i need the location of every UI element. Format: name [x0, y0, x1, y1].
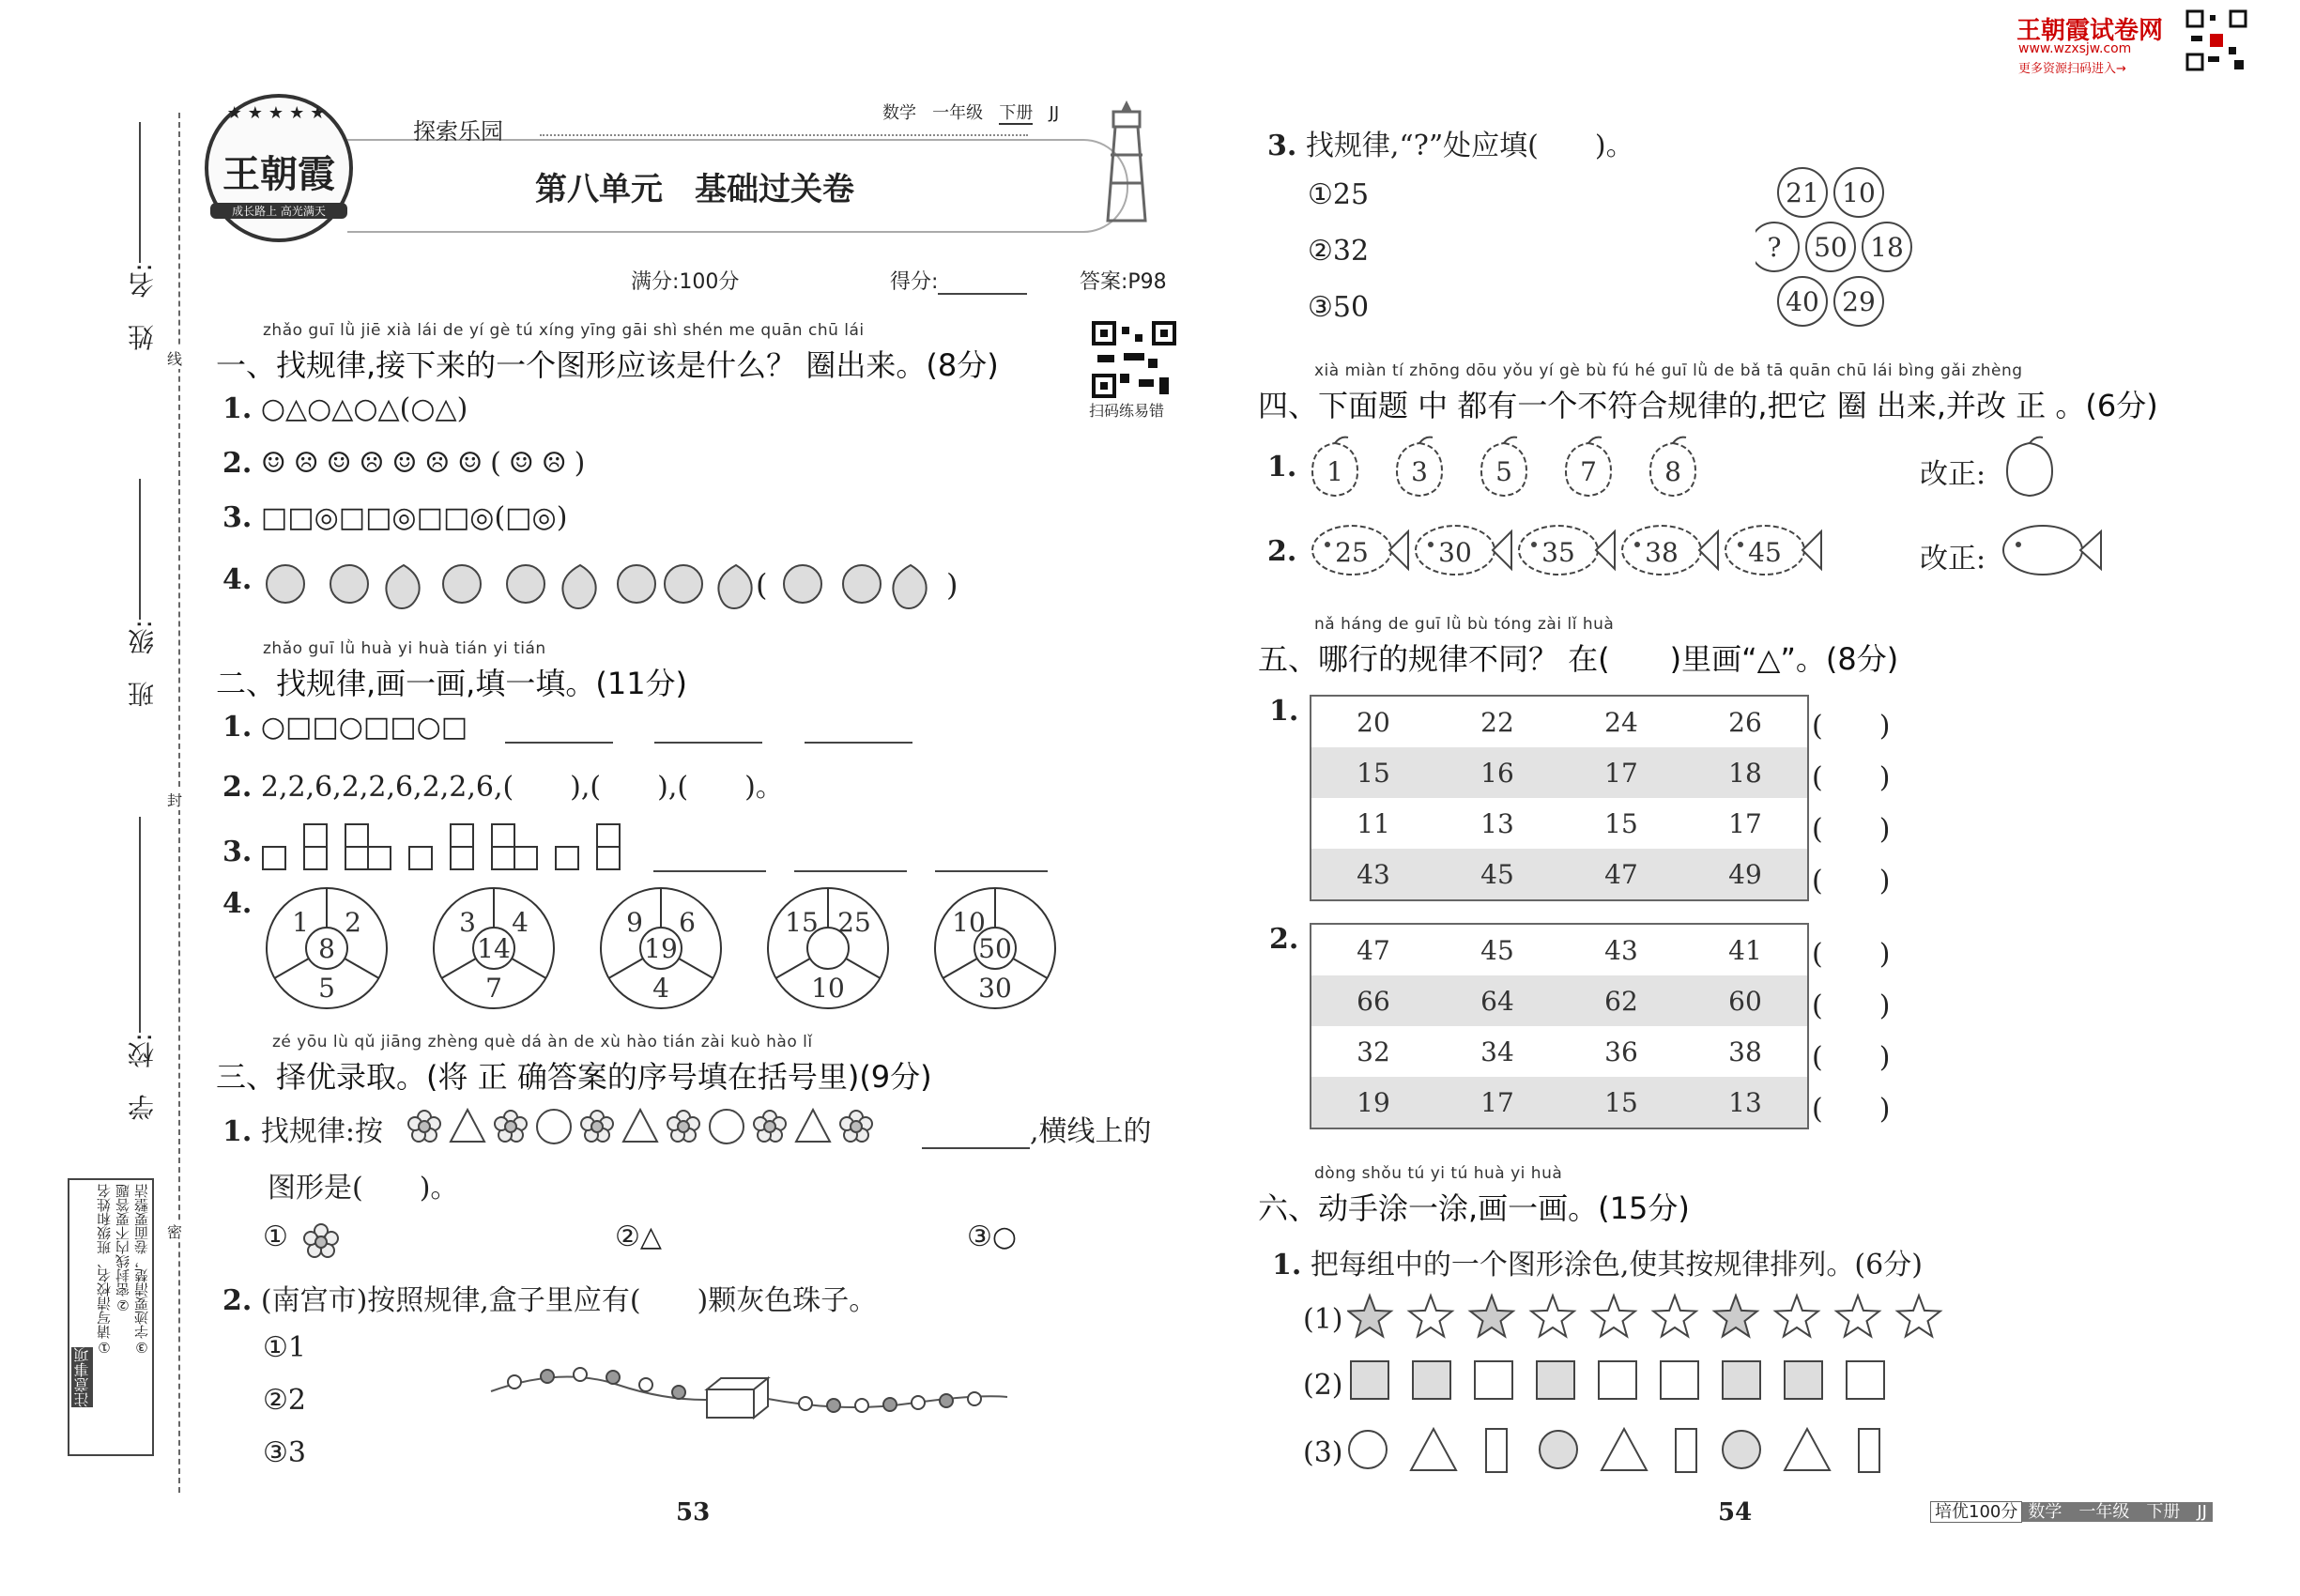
notice-1: ①请写清校名、班级和姓名 [96, 1184, 113, 1356]
wheel-top-left: 9 [626, 907, 643, 938]
fish-value: 35 [1541, 537, 1575, 568]
s3-q2: 2. (南宫市)按照规律,盒子里应有( )颗灰色珠子。 [222, 1284, 878, 1317]
site-url: www.wzxsjw.com [2018, 41, 2132, 56]
score-field [890, 266, 1027, 295]
s6-q1-text: 把每组中的一个图形涂色,使其按规律排列。(6分) [1310, 1249, 1923, 1281]
s2-q1-blank-1[interactable] [505, 741, 613, 744]
answer-paren[interactable]: ( ) [1812, 865, 1891, 898]
table-cell: 43 [1604, 934, 1638, 966]
seal-mark-2: 封 [167, 789, 182, 810]
score-blank[interactable] [938, 292, 1027, 295]
table-cell: 11 [1357, 807, 1390, 839]
table-cell: 13 [1480, 807, 1514, 839]
s3-q1-pattern [406, 1104, 912, 1149]
s1-q4-fruits[interactable] [263, 556, 976, 612]
table-cell: 43 [1311, 849, 1435, 900]
flower-center-value: 50 [1814, 232, 1848, 263]
flower-icon [840, 1111, 872, 1142]
meta-info [882, 100, 1059, 124]
s5-q1: 1. [1269, 695, 1299, 728]
s6-row3-label: (3) [1303, 1436, 1343, 1469]
table-row [1311, 849, 1808, 900]
fish-item[interactable] [1416, 526, 1511, 575]
number-wheel [434, 888, 554, 1008]
star-icon[interactable] [1714, 1296, 1757, 1336]
notice-3: ③字迹要清楚，卷面要整洁 [133, 1184, 150, 1356]
s3-title: 三、择优录取。(将 正 确答案的序号填在括号里)(9分) [216, 1059, 932, 1095]
s1-q3: 3. □□◎□□◎□□◎(□◎) [222, 501, 568, 534]
score-label: 得分: [890, 270, 939, 294]
school-line [139, 817, 141, 1033]
brand-logo: ★★★★★ 王朝霞 成长路上 高光满天 [205, 94, 353, 242]
wheel-top-right: 4 [512, 907, 529, 938]
table-row [1311, 1077, 1808, 1128]
table-cell: 45 [1435, 849, 1559, 900]
s2-q1-blank-2[interactable] [654, 741, 762, 744]
square-icon[interactable] [1599, 1361, 1636, 1399]
svg-text:): ) [946, 567, 958, 603]
site-tip: 更多资源扫码进入→ [2018, 62, 2126, 76]
table-cell: 17 [1728, 807, 1762, 839]
peach-item[interactable] [1397, 437, 1442, 496]
s6-q1: 1. 把每组中的一个图形涂色,使其按规律排列。(6分) [1272, 1249, 1923, 1281]
peach-item[interactable] [1566, 437, 1611, 496]
s4-q2-fix: 改正: [1920, 543, 1986, 575]
table-row [1311, 798, 1808, 849]
s2-q4: 4. [222, 887, 253, 920]
fish-value: 38 [1645, 537, 1679, 568]
circle-icon [537, 1110, 571, 1143]
wheel-top-right: 2 [345, 907, 361, 938]
s3-q3-opt-3[interactable]: ③50 [1308, 291, 1370, 324]
peach-value: 5 [1495, 456, 1512, 487]
flower-icon [581, 1111, 613, 1142]
table-cell: 60 [1683, 975, 1808, 1026]
s5-table-2 [1310, 923, 1809, 1129]
s3-q1-text-a: 找规律:按 [260, 1115, 383, 1148]
notice-title: 注意事项 [73, 1347, 91, 1407]
s4-q1: 1. [1267, 451, 1297, 483]
peach-value: 8 [1664, 456, 1681, 487]
square-icon[interactable] [1413, 1361, 1450, 1399]
edition: JJ [1049, 103, 1060, 123]
s3-q1-opt-1-label: ① [263, 1220, 288, 1253]
table-cell: 15 [1311, 747, 1435, 798]
star-icon[interactable] [1409, 1296, 1452, 1336]
table-cell: 15 [1604, 807, 1638, 839]
table-cell: 19 [1311, 1077, 1435, 1128]
flower-icon [754, 1111, 786, 1142]
s3-q3-opt-2[interactable]: ②32 [1308, 235, 1370, 268]
notice-box [68, 1178, 154, 1456]
s1-q4: 4. [222, 563, 253, 596]
table-cell: 20 [1357, 706, 1390, 738]
number-wheel [935, 888, 1055, 1008]
flower-petal-value: 21 [1786, 177, 1819, 208]
answer-ref: 答案:P98 [1080, 270, 1167, 294]
s1-q3-text[interactable]: □□◎□□◎□□◎(□◎) [260, 501, 568, 534]
series-name: 培优100分 [1930, 1501, 2022, 1523]
s6-row3-shapes[interactable] [1347, 1420, 1892, 1476]
seal-mark-3: 密 [167, 1220, 182, 1242]
s1-title: 一、找规律,接下来的一个图形应该是什么？ 圈出来。(8分) [216, 347, 999, 383]
s2-q4-wheels [261, 882, 1068, 1014]
circle-icon [710, 1110, 744, 1143]
answer-paren[interactable]: ( ) [1812, 990, 1891, 1022]
fish-value: 25 [1335, 537, 1369, 568]
s3-q3-text[interactable]: 找规律,“?”处应填( )。 [1305, 130, 1634, 162]
s2-q2-text[interactable]: 2,2,6,2,2,6,2,2,6,( ),( ),( )。 [260, 771, 784, 804]
wheel-top-left: 1 [292, 907, 309, 938]
full-score: 满分:100分 [631, 270, 740, 294]
peach-value: 3 [1411, 456, 1428, 487]
qr-caption: 扫码练易错 [1089, 402, 1165, 420]
class-label: 班 级: [127, 620, 158, 708]
table-row [1311, 1026, 1808, 1077]
table-cell: 17 [1435, 1077, 1559, 1128]
s3-q2-opt-1[interactable]: ①1 [263, 1331, 306, 1364]
square-icon[interactable] [1785, 1361, 1822, 1399]
svg-text:(: ( [756, 567, 768, 603]
answer-paren[interactable]: ( ) [1812, 710, 1891, 743]
s1-q2-faces[interactable]: ☺☹☺☹☺☹☺(☺☹) [260, 447, 593, 480]
flower-icon [302, 1222, 340, 1260]
table-cell: 64 [1435, 975, 1559, 1026]
flower-icon [667, 1111, 699, 1142]
table-row [1311, 924, 1808, 975]
wheel-center: 50 [978, 933, 1012, 964]
lighthouse-icon [1080, 99, 1173, 230]
square-icon[interactable] [1351, 1361, 1388, 1399]
square-icon[interactable] [1475, 1361, 1512, 1399]
star-icon[interactable] [1897, 1296, 1940, 1336]
table-cell: 36 [1604, 1036, 1638, 1067]
s3-q1-blank[interactable] [922, 1146, 1030, 1149]
volume: 下册 [999, 103, 1034, 123]
s3-q1-opt-1[interactable] [263, 1220, 288, 1253]
table-row [1311, 696, 1808, 747]
page-number-right: 54 [1718, 1498, 1753, 1527]
peach-answer-icon[interactable] [2000, 434, 2060, 501]
peach-item[interactable] [1312, 437, 1357, 496]
s4-pinyin: xià miàn tí zhōng dōu yǒu yí gè bù fú hé guī lǜ de bǎ tā quān chū lái bìng gǎi zhèng [1314, 361, 2023, 380]
fish-value: 45 [1748, 537, 1782, 568]
square-icon[interactable] [1723, 1361, 1760, 1399]
flower-icon [495, 1111, 527, 1142]
peach-value: 1 [1326, 456, 1343, 487]
s4-q1-peaches[interactable] [1305, 434, 1737, 501]
fish-item[interactable] [1519, 526, 1615, 575]
wheel-top-left: 3 [459, 907, 476, 938]
s3-q3-opt-1[interactable]: ①25 [1308, 178, 1370, 211]
s6-row1-stars[interactable] [1347, 1290, 1967, 1346]
s3-q1-text-c[interactable]: 图形是( )。 [268, 1172, 459, 1205]
wheel-bottom: 7 [485, 973, 502, 1004]
s1-q1-text[interactable]: ○△○△○△(○△) [260, 392, 468, 425]
wheel-center: 19 [644, 933, 678, 964]
wheel-bottom: 5 [318, 973, 335, 1004]
brand-name: 王朝霞 [222, 152, 335, 196]
star-icon[interactable] [1653, 1296, 1696, 1336]
answer-paren[interactable]: ( ) [1812, 1093, 1891, 1126]
star-icon[interactable] [1348, 1296, 1391, 1336]
fish-item[interactable] [1725, 526, 1821, 575]
table-cell: 13 [1683, 1077, 1808, 1128]
s3-q1-text-b: ,横线上的 [1030, 1115, 1152, 1148]
wheel-top-left: 10 [952, 907, 986, 938]
table-cell: 38 [1728, 1036, 1762, 1067]
table-cell: 32 [1357, 1036, 1390, 1067]
wheel-center: 14 [477, 933, 511, 964]
seal-mark-1: 线 [167, 347, 182, 369]
triangle-icon [796, 1110, 830, 1142]
answer-paren[interactable]: ( ) [1812, 813, 1891, 846]
fish-item[interactable] [1622, 526, 1718, 575]
wheel-top-left: 15 [785, 907, 819, 938]
class-line [139, 479, 141, 620]
flower-petal-value: 40 [1786, 286, 1819, 317]
series-info: 数学 一年级 下册 JJ [2022, 1502, 2213, 1522]
s2-q1-blank-3[interactable] [805, 741, 912, 744]
s2-q1: 1. ○□□○□□○□ [222, 711, 912, 744]
name-label: 姓 名: [127, 263, 158, 351]
s5-table-1 [1310, 695, 1809, 901]
s3-q1-opt-2[interactable]: ②△ [615, 1220, 662, 1253]
s5-pinyin: nǎ háng de guī lǜ bù tóng zài lǐ huà [1314, 615, 1615, 634]
table-row [1311, 975, 1808, 1026]
star-icon[interactable] [1531, 1296, 1574, 1336]
wheel-center: 8 [318, 933, 335, 964]
table-cell: 62 [1559, 975, 1683, 1026]
s6-title: 六、动手涂一涂,画一画。(15分) [1258, 1190, 1690, 1226]
s3-q1-tail [922, 1108, 1152, 1149]
star-icon[interactable] [1775, 1296, 1818, 1336]
s1-q2: 2. ☺☹☺☹☺☹☺(☺☹) [222, 447, 593, 480]
site-qr-icon[interactable] [2185, 9, 2247, 71]
wheel-top-right: 6 [679, 907, 696, 938]
star-icon[interactable] [1592, 1296, 1635, 1336]
school-label: 学 校: [127, 1033, 158, 1121]
table-cell: 47 [1559, 849, 1683, 900]
table-row [1311, 747, 1808, 798]
s6-row2-label: (2) [1303, 1369, 1343, 1402]
table-cell: 18 [1683, 747, 1808, 798]
s2-q3-blocks [259, 817, 1048, 873]
grade: 一年级 [932, 103, 984, 123]
s4-title: 四、下面题 中 都有一个不符合规律的,把它 圈 出来,并改 正 。(6分) [1258, 388, 2158, 423]
triangle-icon [623, 1110, 657, 1142]
s6-row1-label: (1) [1303, 1303, 1343, 1336]
table-cell: 34 [1480, 1036, 1514, 1067]
table-cell: 26 [1728, 706, 1762, 738]
site-logo: 王朝霞试卷网 [2016, 17, 2164, 45]
s6-row2-squares[interactable] [1347, 1358, 1910, 1404]
table-cell: 45 [1480, 934, 1514, 966]
table-cell: 15 [1559, 1077, 1683, 1128]
table-cell: 41 [1728, 934, 1762, 966]
table-cell: 66 [1311, 975, 1435, 1026]
s3-q2-opt-3[interactable]: ③3 [263, 1436, 306, 1469]
brand-sub: 成长路上 高光满天 [210, 203, 347, 219]
fish-value: 30 [1438, 537, 1472, 568]
table-cell: 24 [1604, 706, 1638, 738]
bead-string [486, 1361, 1012, 1427]
peach-item[interactable] [1650, 437, 1695, 496]
s2-q2: 2. 2,2,6,2,2,6,2,2,6,( ),( ),( )。 [222, 771, 784, 804]
answer-paren[interactable]: ( ) [1812, 1041, 1891, 1074]
peach-value: 7 [1580, 456, 1597, 487]
s4-q2-fish[interactable] [1305, 514, 1831, 586]
s4-q1-fix: 改正: [1920, 458, 1986, 491]
flower-petal-value: 10 [1842, 177, 1876, 208]
flower-petal-value: 18 [1870, 232, 1904, 263]
s2-title: 二、找规律,画一画,填一填。(11分) [216, 666, 688, 701]
s2-pinyin: zhǎo guī lǜ huà yi huà tián yi tián [263, 639, 546, 658]
triangle-icon [451, 1110, 484, 1142]
s2-q3: 3. [222, 836, 253, 868]
qr-code-icon[interactable] [1092, 321, 1176, 398]
square-icon[interactable] [1661, 1361, 1698, 1399]
name-line [139, 122, 141, 263]
square-icon[interactable] [1847, 1361, 1884, 1399]
fish-answer-icon[interactable] [2000, 516, 2103, 584]
flower-petal-value: 29 [1842, 286, 1876, 317]
number-wheel [601, 888, 721, 1008]
peach-item[interactable] [1481, 437, 1526, 496]
fish-item[interactable] [1312, 526, 1408, 575]
series-footer [1930, 1498, 2213, 1523]
s6-pinyin: dòng shǒu tú yi tú huà yi huà [1314, 1164, 1563, 1183]
table-cell: 47 [1357, 934, 1390, 966]
page-number-left: 53 [676, 1498, 711, 1527]
table-cell: 49 [1683, 849, 1808, 900]
wheel-bottom: 30 [978, 973, 1012, 1004]
s3-q2-text[interactable]: (南宫市)按照规律,盒子里应有( )颗灰色珠子。 [260, 1284, 878, 1317]
s3-q1-opt-3[interactable]: ③○ [967, 1220, 1018, 1253]
s3-pinyin: zé yōu lù qǔ jiāng zhèng què dá àn de xù hào tián zài kuò hào lǐ [272, 1033, 813, 1051]
flower-petal-value: ? [1767, 232, 1782, 263]
wheel-bottom: 10 [811, 973, 845, 1004]
table-cell: 22 [1480, 706, 1514, 738]
s5-title: 五、哪行的规律不同？ 在( )里画“△”。(8分) [1258, 641, 1899, 677]
number-flower [1756, 164, 1924, 333]
number-wheel [267, 888, 387, 1008]
star-icon[interactable] [1836, 1296, 1879, 1336]
s3-q3: 3. 找规律,“?”处应填( )。 [1267, 130, 1634, 162]
s5-q2: 2. [1269, 923, 1299, 956]
s3-q1: 1. 找规律:按 [222, 1115, 383, 1148]
star-icon[interactable] [1470, 1296, 1513, 1336]
s4-q2: 2. [1267, 535, 1297, 568]
answer-paren[interactable]: ( ) [1812, 761, 1891, 794]
page-title: 第八单元 基础过关卷 [535, 171, 854, 208]
square-icon[interactable] [1537, 1361, 1574, 1399]
s3-q2-opt-2[interactable]: ②2 [263, 1384, 306, 1417]
subject: 数学 [882, 103, 916, 123]
wheel-top-right: 25 [837, 907, 871, 938]
flower-icon [408, 1111, 440, 1142]
table-cell: 17 [1559, 747, 1683, 798]
notice-2: ②密封线内不要答题 [115, 1184, 131, 1313]
answer-paren[interactable]: ( ) [1812, 938, 1891, 971]
table-cell: 16 [1435, 747, 1559, 798]
number-wheel [768, 888, 888, 1008]
wheel-bottom: 4 [652, 973, 669, 1004]
s2-q1-text: ○□□○□□○□ [260, 711, 468, 744]
column-label: 探索乐园 [413, 118, 503, 145]
s1-pinyin: zhǎo guī lǜ jiē xià lái de yí gè tú xíng yīng gāi shì shén me quān chū lái [263, 321, 865, 340]
s1-q1: 1. ○△○△○△(○△) [222, 392, 468, 425]
